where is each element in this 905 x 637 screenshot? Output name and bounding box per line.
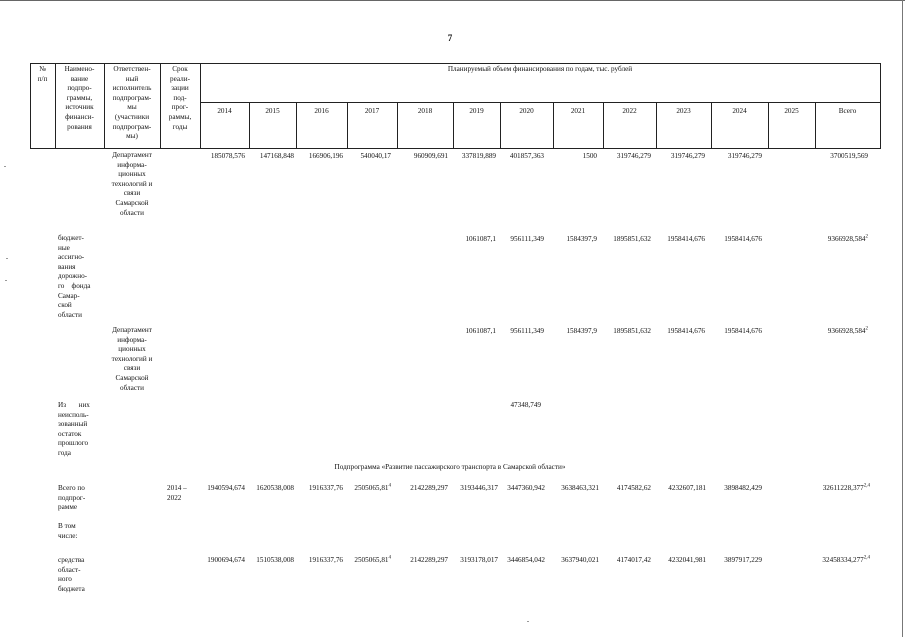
footnote-mark: 4 xyxy=(388,555,391,561)
cell-2020: 3446854,042 xyxy=(507,556,545,564)
footnote-mark: 2 xyxy=(865,234,868,240)
cell-total: 9366928,584$^2$ xyxy=(827,326,868,335)
header-col-border xyxy=(880,63,881,149)
cell-2024: 3897917,229 xyxy=(724,556,762,564)
header-top-border xyxy=(30,63,880,64)
cell-2020: 47348,749 xyxy=(510,401,541,409)
cell-2019: 3193446,317 xyxy=(460,484,498,492)
header-year-2024: 2024 xyxy=(732,107,747,115)
header-year-2014: 2014 xyxy=(217,107,232,115)
scan-speck xyxy=(4,166,6,167)
cell-2022: 1895851,632 xyxy=(613,327,651,335)
row-executor: Департамент информа- ционных технологий и связи Самарской области xyxy=(111,326,153,392)
cell-2015: 1620538,008 xyxy=(256,484,294,492)
cell-2017: 2505065,81$^4$ xyxy=(354,483,391,492)
cell-2018: 2142289,297 xyxy=(410,556,448,564)
header-year-2020: 2020 xyxy=(519,107,534,115)
cell-2016: 1916337,76 xyxy=(308,484,343,492)
row-name: средства област- ного бюджета xyxy=(58,556,85,593)
cell-2020: 956111,349 xyxy=(510,235,544,243)
header-col-name: Наимено- вание подпро- граммы, источник финанси- рования xyxy=(64,65,95,131)
cell-total: 32458334,277$^{2,4}$ xyxy=(822,555,870,564)
cell-2021: 3638463,321 xyxy=(561,484,599,492)
cell-2015: 1510538,008 xyxy=(256,556,294,564)
header-year-2022: 2022 xyxy=(622,107,637,115)
scan-speck xyxy=(6,258,8,259)
header-year-2023: 2023 xyxy=(676,107,691,115)
row-name: Из них неисполь- зованный остаток прошлого года xyxy=(58,401,90,457)
row-name: бюджет- ные ассигно- вания дорожно- го фонда Самар- ской области xyxy=(58,234,91,319)
header-year-2018: 2018 xyxy=(417,107,433,115)
header-year-2021: 2021 xyxy=(570,107,586,115)
cell-2014: 1940594,674 xyxy=(207,484,245,492)
footnote-mark: 4 xyxy=(388,483,391,489)
page-frame-top xyxy=(0,0,905,6)
cell-total: 32611228,377$^{2,4}$ xyxy=(822,483,870,492)
cell-2020: 956111,349 xyxy=(510,327,544,335)
header-year-2025: 2025 xyxy=(784,107,799,115)
header-col-border xyxy=(200,63,201,149)
footnote-mark: 2,4 xyxy=(863,555,870,561)
cell-2021: 1500 xyxy=(582,152,597,160)
header-col-number: № п/п xyxy=(37,65,48,83)
header-year-total: Всего xyxy=(838,107,857,115)
cell-2017: 2505065,81$^4$ xyxy=(354,555,391,564)
cell-2019: 3193178,017 xyxy=(460,556,498,564)
cell-2014: 185078,576 xyxy=(210,152,245,160)
cell-2018: 2142289,297 xyxy=(410,484,448,492)
cell-2015: 147168,848 xyxy=(259,152,294,160)
header-bottom-border xyxy=(30,148,880,149)
cell-2016: 1916337,76 xyxy=(308,556,343,564)
footnote-mark: 2 xyxy=(865,326,868,332)
cell-2022: 4174582,62 xyxy=(616,484,651,492)
cell-total: 3700519,569 xyxy=(830,152,868,160)
cell-2021: 3637940,021 xyxy=(561,556,599,564)
cell-2023: 319746,279 xyxy=(670,152,705,160)
cell-2024: 1958414,676 xyxy=(724,235,762,243)
cell-2016: 166906,196 xyxy=(308,152,343,160)
header-year-2019: 2019 xyxy=(469,107,484,115)
cell-2024: 1958414,676 xyxy=(724,327,762,335)
row-term: 2014 – 2022 xyxy=(167,484,187,502)
header-year-2016: 2016 xyxy=(314,107,329,115)
page-number: 7 xyxy=(447,33,453,43)
page-frame-right xyxy=(902,0,903,637)
cell-2021: 1584397,9 xyxy=(566,235,597,243)
cell-2022: 4174017,42 xyxy=(616,556,651,564)
cell-2020: 401857,363 xyxy=(509,152,544,160)
row-name: Всего по подпрог- рамме xyxy=(58,484,86,512)
cell-2022: 1895851,632 xyxy=(613,235,651,243)
cell-2022: 319746,279 xyxy=(616,152,651,160)
header-year-2015: 2015 xyxy=(265,107,280,115)
subprogram-title: Подпрограмма «Развитие пассажирского транспорта в Самарской области» xyxy=(334,463,566,471)
header-col-executor: Ответствен- ный исполнитель подпрограм- мы (участники подпрограм- мы) xyxy=(112,65,152,141)
scan-speck xyxy=(527,621,529,622)
cell-2024: 3898482,429 xyxy=(724,484,762,492)
cell-2020: 3447360,942 xyxy=(507,484,545,492)
header-year-2017: 2017 xyxy=(364,107,380,115)
header-col-plan: Планируемый объем финансирования по годам, тыс. рублей xyxy=(447,65,633,73)
cell-2019: 1061087,1 xyxy=(465,327,496,335)
cell-total: 9366928,584$^2$ xyxy=(827,234,868,243)
header-years-divider xyxy=(200,102,880,103)
cell-2023: 1958414,676 xyxy=(667,327,705,335)
cell-2017: 540040,17 xyxy=(360,152,391,160)
cell-2019: 1061087,1 xyxy=(465,235,496,243)
header-col-term: Срок реали- зации под- прог- раммы, годы xyxy=(168,65,192,131)
cell-2019: 337819,889 xyxy=(461,152,496,160)
row-name: В том числе: xyxy=(58,522,78,540)
cell-2018: 960909,691 xyxy=(413,152,448,160)
cell-2024: 319746,279 xyxy=(727,152,762,160)
row-executor: Департамент информа- ционных технологий и связи Самарской области xyxy=(111,151,153,217)
cell-2021: 1584397,9 xyxy=(566,327,597,335)
cell-2014: 1900694,674 xyxy=(207,556,245,564)
footnote-mark: 2,4 xyxy=(863,483,870,489)
cell-2023: 1958414,676 xyxy=(667,235,705,243)
cell-2023: 4232607,181 xyxy=(668,484,706,492)
cell-2023: 4232041,981 xyxy=(668,556,706,564)
scan-speck xyxy=(5,280,7,281)
